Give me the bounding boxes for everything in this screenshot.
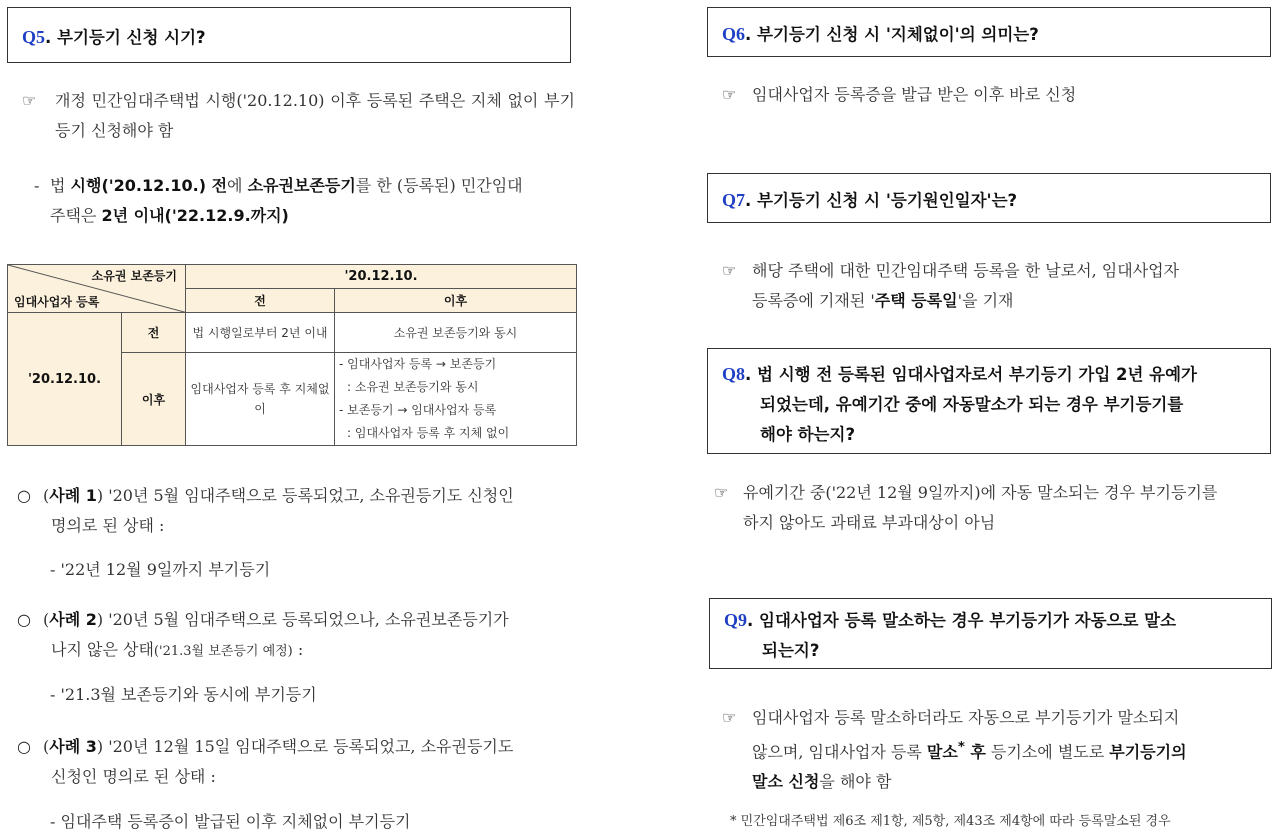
q7-answer-text: 해당 주택에 대한 민간임대주택 등록을 한 날로서, 임대사업자 등록증에 기재된 '주택 등록일'을 기재 — [752, 261, 1180, 310]
cell-after-before: 임대사업자 등록 후 지체없이 — [186, 353, 335, 446]
diag-bottom-label: 임대사업자 등록 — [14, 295, 100, 309]
q9-number: Q9 — [724, 610, 748, 630]
cell-before-before: 법 시행일로부터 2년 이내 — [186, 313, 335, 353]
registration-timing-table — [7, 264, 577, 446]
q7-box — [707, 173, 1271, 223]
q8-answer-mark: ☞ — [714, 483, 729, 502]
case1-sub: - '22년 12월 9일까지 부기등기 — [50, 560, 271, 579]
q5-answer-text: 개정 민간임대주택법 시행('20.12.10) 이후 등록된 주택은 지체 없이 부기등기 신청해야 함 — [55, 91, 575, 140]
q6-title: . 부기등기 신청 시 '지체없이'의 의미는? — [745, 25, 1039, 44]
q9-answer-text: 임대사업자 등록 말소하더라도 자동으로 부기등기가 말소되지 않으며, 임대사업자 등록 말소* 후 등기소에 별도로 부기등기의 말소 신청을 해야 함 — [752, 708, 1187, 792]
case2-text: (사례 2) '20년 5월 임대주택으로 등록되었으나, 소유권보존등기가 나지 않은 상태('21.3월 보존등기 예정) : — [43, 610, 509, 659]
q7-number: Q7 — [722, 190, 746, 210]
q5-sub-dash: - — [34, 176, 40, 195]
footnote: * 민간임대주택법 제6조 제1항, 제5항, 제43조 제4항에 따라 등록말소된 경우 — [730, 814, 1171, 829]
q6-answer-mark: ☞ — [722, 85, 737, 104]
q5-sub-text: 법 시행('20.12.10.) 전에 소유권보존등기를 한 (등록된) 민간임대 주택은 2년 이내('22.12.9.까지) — [50, 176, 523, 225]
cell-after-after: - 임대사업자 등록 → 보존등기 : 소유권 보존등기와 동시 - 보존등기 → 임대사업자 등록 : 임대사업자 등록 후 지체 없이 — [335, 353, 577, 446]
table-diagonal-header — [8, 265, 186, 313]
cell-before-after: 소유권 보존등기와 동시 — [335, 313, 577, 353]
case1-mark: ○ — [17, 486, 31, 505]
q6-number: Q6 — [722, 24, 746, 44]
housing-registration-date: 주택 등록일 — [874, 291, 958, 310]
q5-answer-mark: ☞ — [22, 91, 37, 110]
q5-box — [7, 7, 571, 63]
q5-number: Q5 — [22, 27, 46, 47]
q6-box — [707, 7, 1271, 57]
q9-box: Q9. 임대사업자 등록 말소하는 경우 부기등기가 자동으로 말소 되는지? — [709, 598, 1272, 669]
case3-mark: ○ — [17, 737, 31, 756]
case3-text: (사례 3) '20년 12월 15일 임대주택으로 등록되었고, 소유권등기도 신청인 명의로 된 상태 : — [43, 737, 514, 786]
two-years: 2년 이내('22.12.9.까지) — [101, 206, 289, 225]
q6-answer-text: 임대사업자 등록증을 발급 받은 이후 바로 신청 — [752, 85, 1077, 104]
q7-answer-mark: ☞ — [722, 261, 737, 280]
row-group-date: '20.12.10. — [8, 313, 122, 446]
q8-box: Q8. 법 시행 전 등록된 임대사업자로서 부기등기 가입 2년 유예가 되었는데, 유예기간 중에 자동말소가 되는 경우 부기등기를 해야 하는지? — [707, 348, 1271, 454]
q5-title: . 부기등기 신청 시기? — [45, 28, 206, 47]
q8-answer-text: 유예기간 중('22년 12월 9일까지)에 자동 말소되는 경우 부기등기를 하지 않아도 과태료 부과대상이 아님 — [743, 483, 1218, 532]
date-header: '20.12.10. — [186, 265, 577, 289]
case3-sub: - 임대주택 등록증이 발급된 이후 지체없이 부기등기 — [50, 812, 411, 831]
diag-top-label: 소유권 보존등기 — [91, 269, 177, 283]
q7-title: . 부기등기 신청 시 '등기원인일자'는? — [745, 191, 1018, 210]
case2-sub: - '21.3월 보존등기와 동시에 부기등기 — [50, 685, 317, 704]
case1-text: (사례 1) '20년 5월 임대주택으로 등록되었고, 소유권등기도 신청인 명의로 된 상태 : — [43, 486, 514, 535]
col-before: 전 — [186, 289, 335, 313]
row-after: 이후 — [122, 353, 186, 446]
case2-mark: ○ — [17, 610, 31, 629]
q9-answer-mark: ☞ — [722, 708, 737, 727]
col-after: 이후 — [335, 289, 577, 313]
row-before: 전 — [122, 313, 186, 353]
enforce-before: 시행('20.12.10.) 전 — [70, 176, 228, 195]
q8-number: Q8 — [722, 364, 746, 384]
ownership-registration: 소유권보존등기 — [247, 176, 356, 195]
